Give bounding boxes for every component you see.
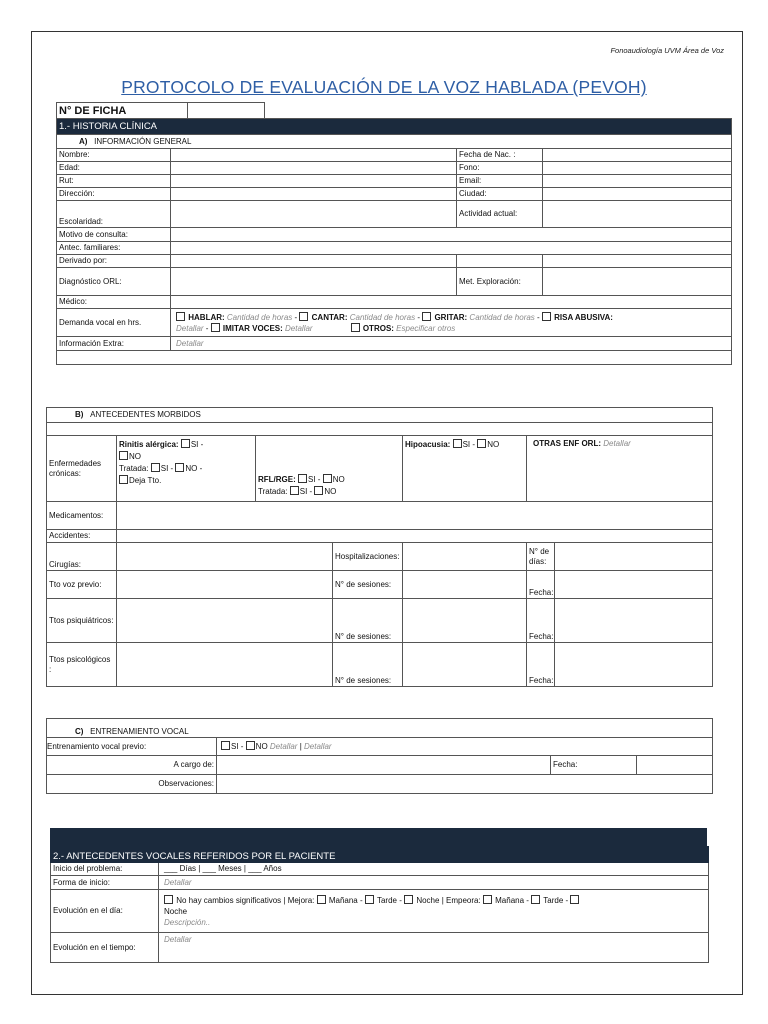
otras-enf-cell[interactable]: OTRAS ENF ORL: Detallar	[527, 436, 713, 502]
antecedentes-morbidos-table	[46, 407, 713, 687]
label-met-expl: Met. Exploración:	[457, 268, 543, 296]
label-fecha-3: Fecha:	[527, 643, 555, 687]
hospitalizaciones-field[interactable]	[403, 543, 527, 571]
accidentes-field[interactable]	[117, 530, 713, 543]
entrenamiento-previo-options[interactable]: SI - NO Detallar | Detallar	[217, 738, 713, 756]
label-n-sesiones-3: N° de sesiones:	[333, 643, 403, 687]
rfl-tratada-no-checkbox[interactable]	[314, 486, 323, 495]
forma-inicio-field[interactable]: Detallar	[159, 876, 709, 890]
label-derivado: Derivado por:	[57, 255, 171, 268]
rfl-cell: RFL/RGE: SI - NO Tratada: SI - NO	[256, 436, 403, 502]
tratada-si-checkbox[interactable]	[151, 463, 160, 472]
label-motivo: Motivo de consulta:	[57, 228, 171, 242]
section-2-title: 2.- ANTECEDENTES VOCALES REFERIDOS POR EL PACIENTE	[51, 847, 709, 863]
label-medicamentos: Medicamentos:	[47, 502, 117, 530]
hipoacusia-cell: Hipoacusia: SI - NO	[403, 436, 527, 502]
a-cargo-field[interactable]	[217, 756, 551, 775]
section-b-header: B) ANTECEDENTES MORBIDOS	[47, 408, 713, 423]
hablar-checkbox[interactable]	[176, 312, 185, 321]
info-extra-field-2[interactable]	[57, 351, 732, 365]
rut-field[interactable]	[171, 175, 457, 188]
fono-field[interactable]	[543, 162, 732, 175]
rfl-tratada-si-checkbox[interactable]	[290, 486, 299, 495]
email-field[interactable]	[543, 175, 732, 188]
medico-field[interactable]	[171, 296, 732, 309]
ttos-psic-field[interactable]	[117, 643, 333, 687]
inicio-field[interactable]: ___ Días | ___ Meses | ___ Años	[159, 863, 709, 876]
ficha-table	[56, 102, 265, 119]
derivado-extra-2[interactable]	[543, 255, 732, 268]
risa-checkbox[interactable]	[542, 312, 551, 321]
actividad-field[interactable]	[543, 201, 732, 228]
label-edad: Edad:	[57, 162, 171, 175]
ciudad-field[interactable]	[543, 188, 732, 201]
descripcion-field[interactable]: Descripción..	[164, 917, 211, 927]
mejora-manana-checkbox[interactable]	[317, 895, 326, 904]
document-title: PROTOCOLO DE EVALUACIÓN DE LA VOZ HABLADA (PEVOH)	[121, 77, 647, 97]
nombre-field[interactable]	[171, 149, 457, 162]
historia-clinica-table	[56, 118, 732, 365]
entrenamiento-si-checkbox[interactable]	[221, 741, 230, 750]
label-email: Email:	[457, 175, 543, 188]
empeora-tarde-checkbox[interactable]	[531, 895, 540, 904]
derivado-extra[interactable]	[457, 255, 543, 268]
otros-checkbox[interactable]	[351, 323, 360, 332]
label-enf-cronicas: Enfermedades crónicas:	[47, 436, 117, 502]
section-c-header: C) ENTRENAMIENTO VOCAL	[47, 719, 713, 738]
label-ciudad: Ciudad:	[457, 188, 543, 201]
antec-fam-field[interactable]	[171, 242, 732, 255]
label-fecha-1: Fecha:	[527, 571, 555, 599]
rinitis-si-checkbox[interactable]	[181, 439, 190, 448]
label-fono: Fono:	[457, 162, 543, 175]
sesiones-field-3[interactable]	[403, 643, 527, 687]
label-observaciones: Observaciones:	[47, 775, 217, 794]
ficha-field[interactable]	[188, 103, 265, 119]
antecedentes-vocales-table	[50, 846, 709, 963]
gritar-checkbox[interactable]	[422, 312, 431, 321]
label-n-dias: N° de días:	[527, 543, 555, 571]
medicamentos-field[interactable]	[117, 502, 713, 530]
met-expl-field[interactable]	[543, 268, 732, 296]
rfl-si-checkbox[interactable]	[298, 474, 307, 483]
label-ttos-psic: Ttos psicológicos :	[47, 643, 117, 687]
label-tto-voz: Tto voz previo:	[47, 571, 117, 599]
empeora-noche-checkbox[interactable]	[570, 895, 579, 904]
label-direccion: Dirección:	[57, 188, 171, 201]
edad-field[interactable]	[171, 162, 457, 175]
sesiones-field-1[interactable]	[403, 571, 527, 599]
escolaridad-field[interactable]	[171, 201, 457, 228]
no-cambios-checkbox[interactable]	[164, 895, 173, 904]
label-hospitalizaciones: Hospitalizaciones:	[333, 543, 403, 571]
deja-tto-checkbox[interactable]	[119, 475, 128, 484]
direccion-field[interactable]	[171, 188, 457, 201]
label-inicio: Inicio del problema:	[51, 863, 159, 876]
entrenamiento-no-checkbox[interactable]	[246, 741, 255, 750]
label-evol-tiempo: Evolución en el tiempo:	[51, 933, 159, 963]
rinitis-cell: Rinitis alérgica: SI - NO Tratada: SI - NO - Deja Tto.	[117, 436, 256, 502]
label-actividad: Actividad actual:	[457, 201, 543, 228]
label-medico: Médico:	[57, 296, 171, 309]
mejora-tarde-checkbox[interactable]	[365, 895, 374, 904]
label-entrenamiento-previo: Entrenamiento vocal previo:	[47, 738, 217, 756]
label-fecha-2: Fecha:	[527, 599, 555, 643]
label-diag-orl: Diagnóstico ORL:	[57, 268, 171, 296]
info-extra-field[interactable]: Detallar	[171, 337, 732, 351]
label-fecha-c: Fecha:	[551, 756, 637, 775]
label-escolaridad: Escolaridad:	[57, 201, 171, 228]
fecha-field-2[interactable]	[555, 599, 713, 643]
label-rut: Rut:	[57, 175, 171, 188]
mejora-noche-checkbox[interactable]	[404, 895, 413, 904]
evol-tiempo-field[interactable]: Detallar	[159, 933, 709, 963]
observaciones-field[interactable]	[217, 775, 713, 794]
motivo-field[interactable]	[171, 228, 732, 242]
label-n-sesiones-2: N° de sesiones:	[333, 599, 403, 643]
label-antec-fam: Antec. familiares:	[57, 242, 171, 255]
entrenamiento-vocal-table	[46, 718, 713, 794]
ttos-psiq-field[interactable]	[117, 599, 333, 643]
rinitis-no-checkbox[interactable]	[119, 451, 128, 460]
label-info-extra: Información Extra:	[57, 337, 171, 351]
cantar-checkbox[interactable]	[299, 312, 308, 321]
hipoacusia-no-checkbox[interactable]	[477, 439, 486, 448]
fecha-c-field[interactable]	[637, 756, 713, 775]
label-nombre: Nombre:	[57, 149, 171, 162]
label-forma-inicio: Forma de inicio:	[51, 876, 159, 890]
ficha-label: N° DE FICHA	[57, 103, 188, 119]
section-1-title: 1.- HISTORIA CLÍNICA	[57, 119, 732, 135]
tratada-no-checkbox[interactable]	[175, 463, 184, 472]
label-evol-dia: Evolución en el día:	[51, 890, 159, 933]
fecha-nac-field[interactable]	[543, 149, 732, 162]
sesiones-field-2[interactable]	[403, 599, 527, 643]
section-b-spacer	[47, 423, 713, 436]
label-n-sesiones-1: N° de sesiones:	[333, 571, 403, 599]
label-accidentes: Accidentes:	[47, 530, 117, 543]
rfl-no-checkbox[interactable]	[323, 474, 332, 483]
cirugias-field[interactable]	[117, 543, 333, 571]
section-a-header: A) INFORMACIÓN GENERAL	[57, 135, 732, 149]
label-demanda-vocal: Demanda vocal en hrs.	[57, 309, 171, 337]
fecha-field-1[interactable]	[555, 571, 713, 599]
fecha-field-3[interactable]	[555, 643, 713, 687]
label-a-cargo: A cargo de:	[47, 756, 217, 775]
imitar-checkbox[interactable]	[211, 323, 220, 332]
tto-voz-field[interactable]	[117, 571, 333, 599]
hipoacusia-si-checkbox[interactable]	[453, 439, 462, 448]
label-cirugias: Cirugías:	[47, 543, 117, 571]
n-dias-field[interactable]	[555, 543, 713, 571]
label-ttos-psiq: Ttos psiquiátricos:	[47, 599, 117, 643]
diag-orl-field[interactable]	[171, 268, 457, 296]
label-fecha-nac: Fecha de Nac. :	[457, 149, 543, 162]
demanda-vocal-options: HABLAR: Cantidad de horas - CANTAR: Cantidad de horas - GRITAR: Cantidad de horas - RISA ABUSIVA: Detallar - IMITAR VOCES: Detallar OTROS: Especificar otros	[171, 309, 732, 337]
empeora-manana-checkbox[interactable]	[483, 895, 492, 904]
evol-dia-options: No hay cambios significativos | Mejora: Mañana - Tarde - Noche | Empeora: Mañana - Tarde - Noche Descripción..	[159, 890, 709, 933]
header-note: Fonoaudiología UVM Área de Voz	[610, 46, 724, 55]
derivado-field[interactable]	[171, 255, 457, 268]
